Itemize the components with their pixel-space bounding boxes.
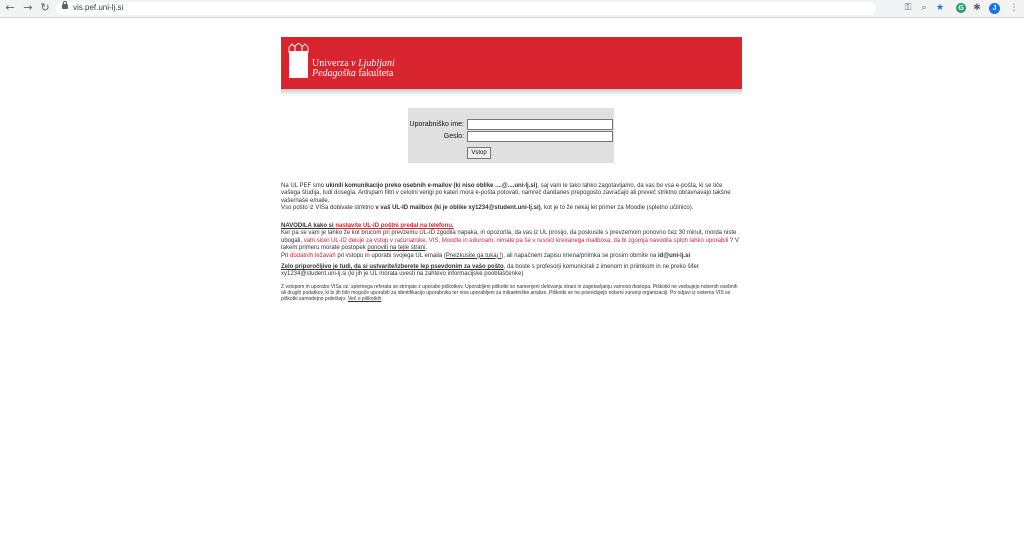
profile-avatar[interactable]: J [989, 3, 1000, 14]
logo-block [289, 51, 308, 78]
instructions-text: ? V takem primeru morate postopek [281, 237, 739, 252]
password-input[interactable] [467, 131, 613, 142]
menu-icon[interactable]: ⋮ [1009, 3, 1019, 13]
notice-bold: v vaš UL-ID mailbox (ki je oblike xy1234@student.uni-lj.si) [375, 205, 541, 212]
password-label: Geslo: [443, 133, 464, 140]
instructions-link[interactable]: nastavite UL-ID poštni predal na telefonu. [335, 223, 454, 229]
instructions-text: . [425, 245, 428, 252]
address-url[interactable]: vis.pef.uni-lj.si [73, 3, 124, 12]
notice-text: , saj vam le tako lahko zagotavljamo, da vas bo vsa e-pošta, ki se tiče vašega študija, tudi dosegla. Antispam filtri v celotni verigi po kateri mora e-pošta potovati, namreč dandanes prepogosto zavračajo ali preveč striktno obravnavajo takšne vaše/naše emaile. [281, 183, 731, 204]
repeat-setup-link[interactable]: ponoviti na tejle strani [367, 245, 426, 252]
faculty-type: fakulteta [358, 68, 394, 79]
forward-icon[interactable]: → [23, 1, 33, 14]
lock-icon[interactable] [62, 4, 68, 9]
instructions-text: pri vstopu in uporabi svojega UL emaila ( [335, 252, 446, 259]
banner-shadow [281, 89, 742, 94]
instructions-text: Pri [281, 252, 290, 259]
login-submit-button[interactable]: Vstop [467, 147, 491, 159]
zoom-icon[interactable]: ⌕ [921, 3, 927, 13]
cookie-text: Z vstopom in uporabo VISa oz. spletnega referata se strinjate z uporabo piškotkov. Uporabljeni piškotki so namenjeni delovanju strani in zagotavljanju varnosti dostopa. Piškotki ne vsebujejo nobenih osebnih ali drugih podatkov, ki bi jih bilo mogoče uporabiti za identifikacijo uporabnika ter niso uporabljeni za mikaetinške analize. Piškotki se ne posredujejo nobeni zunanji organizaciji. Po odjavi iz sistema VIS se piškotki samodejno pobrišejo. [281, 284, 738, 302]
university-city: v Ljubljani [351, 58, 395, 69]
instructions-text: ), ali napačnem zapisu imena/priimka se prosim obrnite na [501, 252, 658, 259]
pseudonym-notice [281, 264, 743, 279]
reload-icon[interactable]: ↻ [40, 1, 50, 14]
faculty-banner [281, 37, 742, 89]
instructions-warning: vam sicer UL-ID deluje za vstop v računalnike, VIS, Moodle in eduroam, nimate pa še v resnici kreiranega mailboxa, da bi zgornja navodila sploh lahko uporabili [303, 237, 729, 244]
phone-instructions [281, 223, 743, 260]
username-label: Uporabniško ime: [409, 121, 464, 128]
faculty-word: Pedagoška [312, 68, 356, 79]
pseudonym-link[interactable]: Zelo priporočljivo je tudi, da si ustvarite/izberete lep psevdonim za vašo pošto [281, 264, 504, 270]
instructions-title[interactable]: NAVODILA kako si [281, 223, 336, 229]
instructions-text: Ker pa se vam je lahko že kot brucom pri prevzemu UL-ID zgodila napaka, in opozorila, da vas iz UL prosijo, da poskusite s prevzemom ponovno čez 30 minut, morda niste ubogali, [281, 230, 737, 244]
notice-bold: ukinili komunikacijo preko osebnih e-mailov (ki niso oblike ....@....uni-lj.si) [325, 183, 538, 189]
address-bar[interactable] [56, 2, 876, 15]
browser-toolbar [0, 0, 1024, 18]
login-form [408, 108, 614, 163]
key-icon[interactable]: ⚿ [904, 3, 912, 13]
puzzle-icon[interactable]: ✱ [973, 3, 981, 13]
instructions-warning: dodatnih težavah [290, 252, 336, 259]
username-input[interactable] [467, 119, 613, 130]
notice-text: , kot je to že nekaj let primer za Moodle (spletno učilnico). [540, 205, 694, 212]
pseudonym-text: , da boste s profesorji komunicirali z imenom in priimkom in ne preko šifer xy1234@student.uni-lj.si (ki jih je UL morala uvesti na zahtevo informacijske pooblaščenke) [281, 264, 699, 278]
support-email: id@uni-lj.si [657, 252, 691, 259]
cookie-info-link[interactable]: Več o piškotkih [347, 296, 382, 302]
faculty-name [312, 68, 393, 79]
cookie-notice [281, 284, 743, 302]
back-icon[interactable]: ← [5, 1, 15, 14]
notice-text: Vso pošto iz VISa dobivate striktno [281, 205, 376, 212]
test-email-link[interactable]: Preizkusite ga tukaj ! [445, 252, 502, 259]
grammarly-extension-icon[interactable]: G [956, 3, 966, 13]
star-icon[interactable]: ★ [935, 3, 945, 13]
email-notice [281, 183, 743, 213]
university-word: Univerza [312, 58, 349, 69]
notice-text: Na UL PEF smo [281, 183, 326, 189]
